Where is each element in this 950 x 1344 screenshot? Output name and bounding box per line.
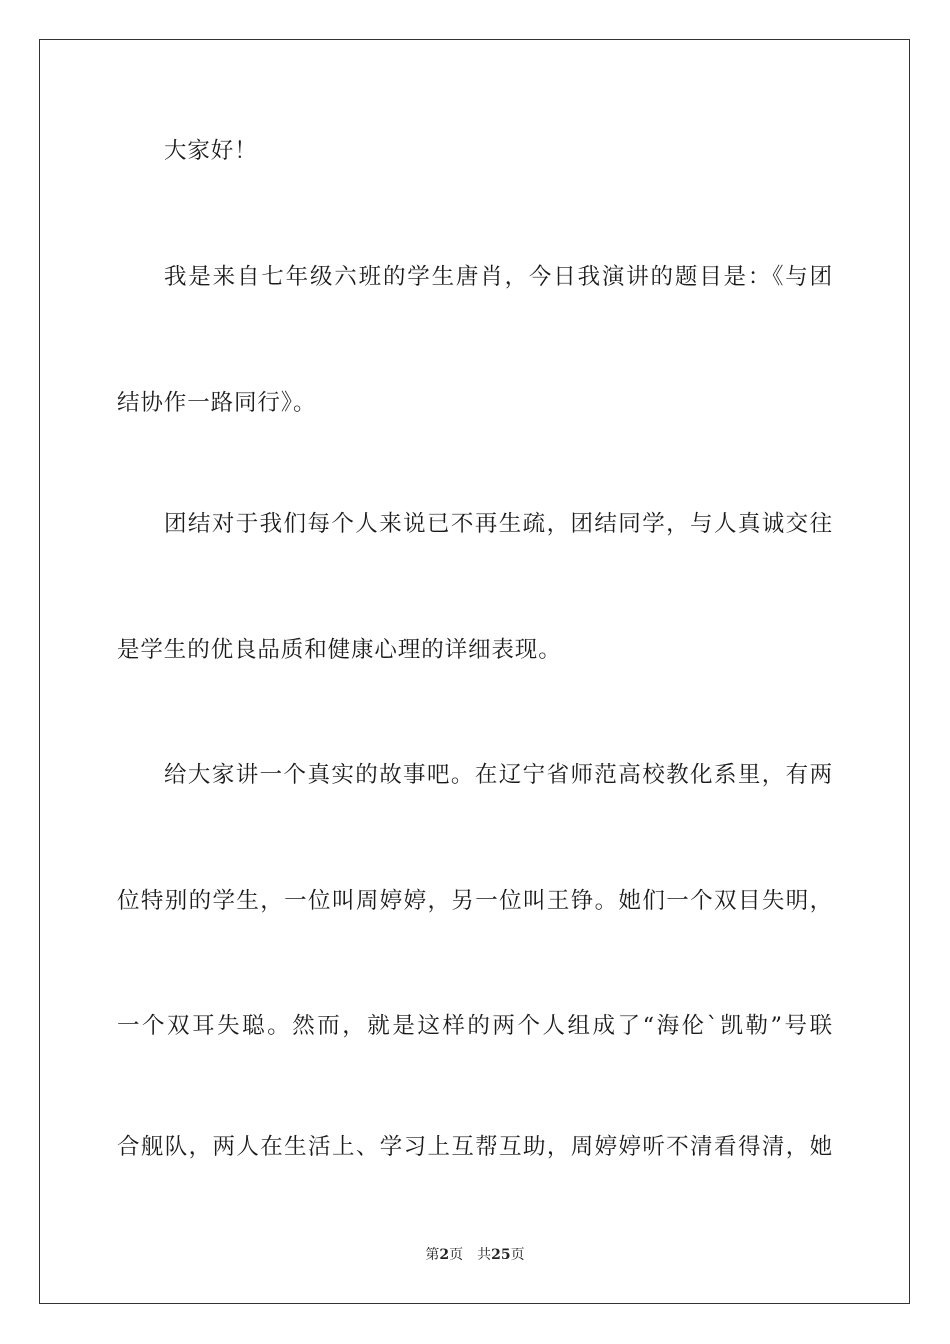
paragraph-unity-line-2: 是学生的优良品质和健康心理的详细表现。 xyxy=(117,637,562,663)
total-prefix: 共 xyxy=(477,1247,492,1263)
page-suffix: 页 xyxy=(449,1247,464,1263)
paragraph-story-line-2: 位特别的学生，一位叫周婷婷，另一位叫王铮。她们一个双目失明， xyxy=(117,888,833,914)
paragraph-greeting: 大家好！ xyxy=(164,138,258,164)
paragraph-story-line-1: 给大家讲一个真实的故事吧。在辽宁省师范高校教化系里，有两 xyxy=(164,762,833,788)
page-number: 2 xyxy=(439,1247,450,1263)
page-footer xyxy=(0,1245,950,1265)
page-prefix: 第 xyxy=(425,1247,440,1263)
paragraph-story-line-3: 一个双耳失聪。然而，就是这样的两个人组成了“海伦`凯勒”号联 xyxy=(117,1013,833,1039)
paragraph-intro-line-1: 我是来自七年级六班的学生唐肖，今日我演讲的题目是：《与团 xyxy=(164,264,833,290)
paragraph-unity-line-1: 团结对于我们每个人来说已不再生疏，团结同学，与人真诚交往 xyxy=(164,511,833,537)
total-pages: 25 xyxy=(491,1247,511,1263)
page-border xyxy=(39,39,910,1304)
total-suffix: 页 xyxy=(510,1247,525,1263)
paragraph-story-line-4: 合舰队，两人在生活上、学习上互帮互助，周婷婷听不清看得清，她 xyxy=(117,1134,833,1160)
paragraph-intro-line-2: 结协作一路同行》。 xyxy=(117,390,317,416)
